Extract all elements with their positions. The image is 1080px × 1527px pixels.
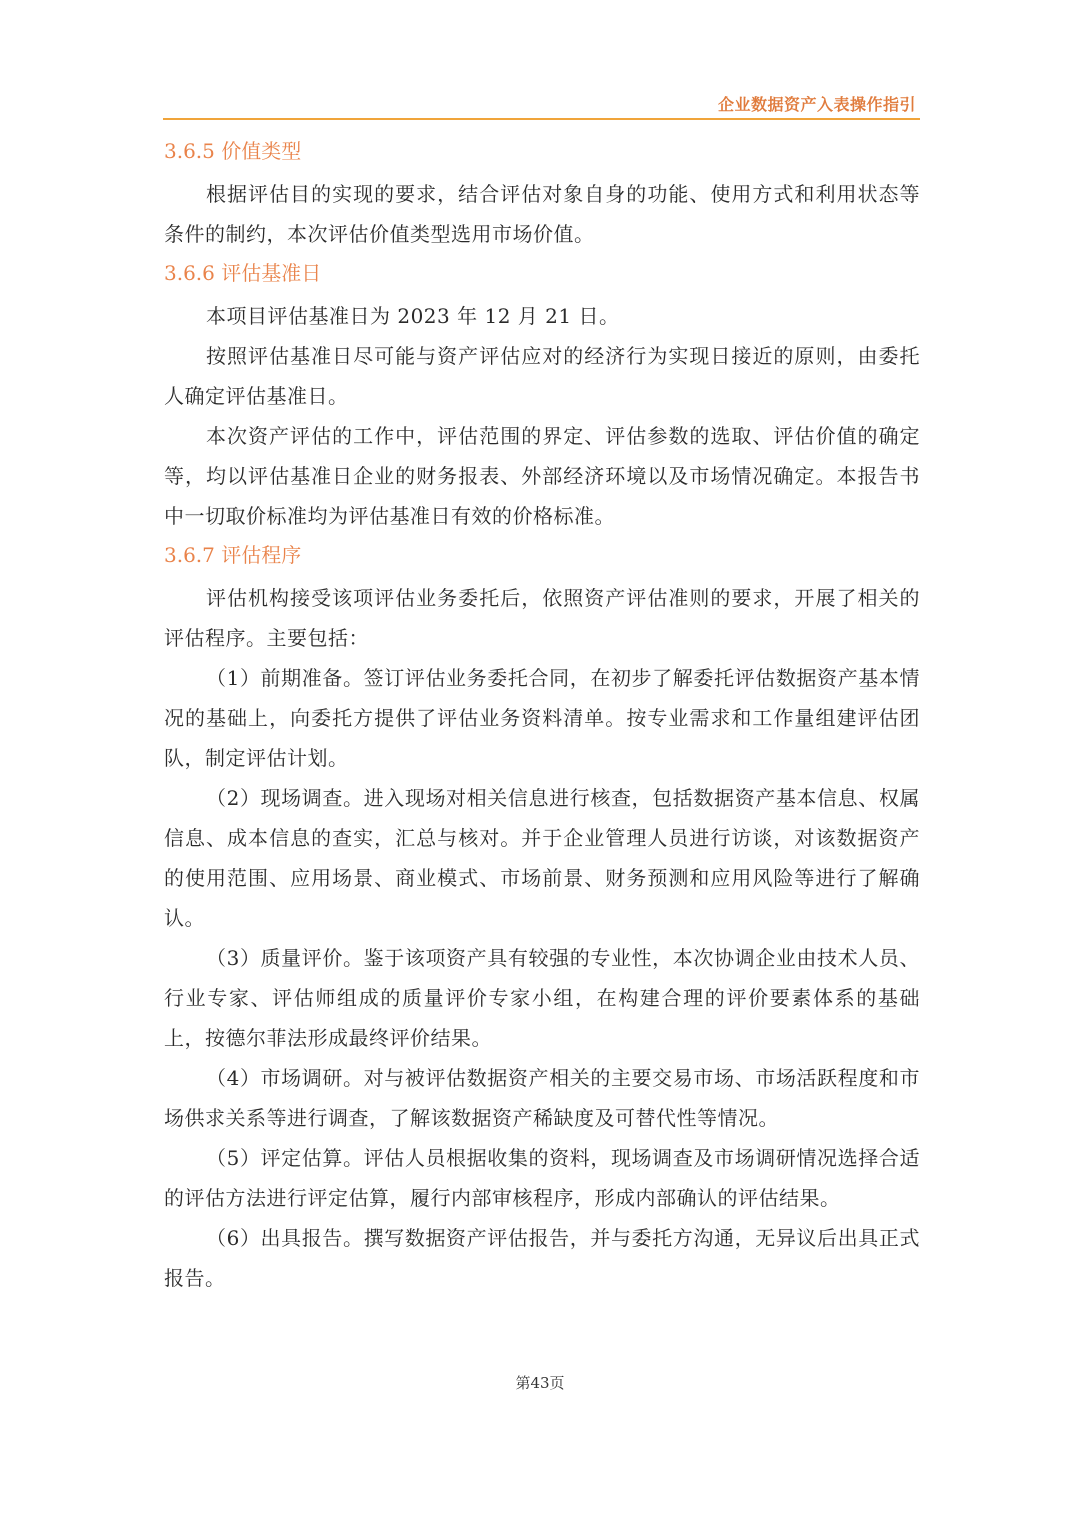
paragraph: 本项目评估基准日为 2023 年 12 月 21 日。 xyxy=(206,304,620,328)
list-item-market-research: （4）市场调研。对与被评估数据资产相关的主要交易市场、市场活跃程度和市场供求关系等进行调查，了解该数据资产稀缺度及可替代性等情况。 xyxy=(164,1066,920,1130)
paragraph: 按照评估基准日尽可能与资产评估应对的经济行为实现日接近的原则，由委托人确定评估基准日。 xyxy=(164,344,920,408)
paragraph: 本次资产评估的工作中，评估范围的界定、评估参数的选取、评估价值的确定等，均以评估基准日企业的财务报表、外部经济环境以及市场情况确定。本报告书中一切取价标准均为评估基准日有效的价格标准。 xyxy=(164,424,920,528)
section-heading-valuation-date: 3.6.6 评估基准日 xyxy=(164,261,322,285)
list-item-preparation: （1）前期准备。签订评估业务委托合同，在初步了解委托评估数据资产基本情况的基础上，向委托方提供了评估业务资料清单。按专业需求和工作量组建评估团队，制定评估计划。 xyxy=(164,666,920,770)
running-header xyxy=(163,88,920,120)
page-content xyxy=(164,132,920,1298)
list-item-quality-evaluation: （3）质量评价。鉴于该项资产具有较强的专业性，本次协调企业由技术人员、行业专家、评估师组成的质量评价专家小组，在构建合理的评价要素体系的基础上，按德尔菲法形成最终评价结果。 xyxy=(164,946,920,1050)
section-heading-valuation-procedure: 3.6.7 评估程序 xyxy=(164,543,302,567)
running-header-title: 企业数据资产入表操作指引 xyxy=(717,95,916,114)
paragraph: 评估机构接受该项评估业务委托后，依照资产评估准则的要求，开展了相关的评估程序。主要包括： xyxy=(164,586,920,650)
page-number: 第43页 xyxy=(515,1374,565,1392)
list-item-estimation: （5）评定估算。评估人员根据收集的资料，现场调查及市场调研情况选择合适的评估方法进行评定估算，履行内部审核程序，形成内部确认的评估结果。 xyxy=(164,1146,920,1210)
paragraph: 根据评估目的实现的要求，结合评估对象自身的功能、使用方式和利用状态等条件的制约，本次评估价值类型选用市场价值。 xyxy=(164,182,920,246)
section-heading-value-type: 3.6.5 价值类型 xyxy=(164,139,302,163)
list-item-site-survey: （2）现场调查。进入现场对相关信息进行核查，包括数据资产基本信息、权属信息、成本信息的查实，汇总与核对。并于企业管理人员进行访谈，对该数据资产的使用范围、应用场景、商业模式、市场前景、财务预测和应用风险等进行了解确认。 xyxy=(164,786,920,930)
list-item-report: （6）出具报告。撰写数据资产评估报告，并与委托方沟通，无异议后出具正式报告。 xyxy=(164,1226,920,1290)
